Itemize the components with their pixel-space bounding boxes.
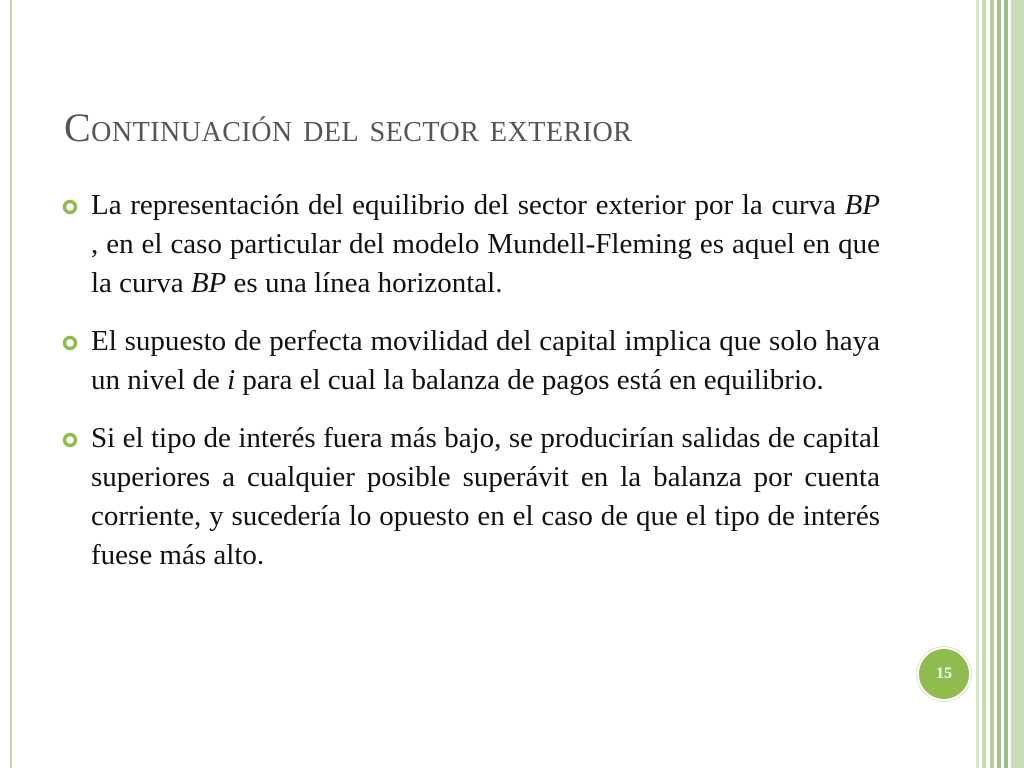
list-item [62, 322, 880, 400]
right-border-stripe [997, 0, 1001, 768]
bullet-list [62, 186, 880, 594]
list-item [62, 186, 880, 303]
math-symbol: BP [844, 189, 880, 221]
bullet-text: Si el tipo de interés fuera más bajo, se producirían salidas de capital superiores a cualquier posible superávit en la balanza por cuenta corriente, y sucedería lo opuesto en el caso de que el tipo de interés fuese más alto. [91, 422, 880, 571]
slide-title: Continuación del sector exterior [64, 105, 633, 150]
bullet-text: La representación del equilibrio del sector exterior por la curva BP , en el caso particular del modelo Mundell-Fleming es aquel en que la curva BP es una línea horizontal. [91, 189, 880, 299]
right-border-stripe [1011, 0, 1024, 768]
math-symbol: i [227, 364, 236, 396]
green-ring-bullet-icon [62, 199, 91, 215]
page-number-badge: 15 [917, 647, 971, 701]
green-ring-bullet-icon [62, 432, 91, 448]
left-border-line [10, 0, 12, 768]
green-ring-bullet-icon [62, 335, 91, 351]
right-border-stripe [990, 0, 994, 768]
right-border-stripe [1004, 0, 1008, 768]
bullet-text: El supuesto de perfecta movilidad del capital implica que solo haya un nivel de i para el cual la balanza de pagos está en equilibrio. [91, 325, 880, 396]
math-symbol: BP [190, 267, 227, 299]
right-border-stripe [982, 0, 986, 768]
list-item [62, 419, 880, 575]
right-border-stripe [976, 0, 979, 768]
